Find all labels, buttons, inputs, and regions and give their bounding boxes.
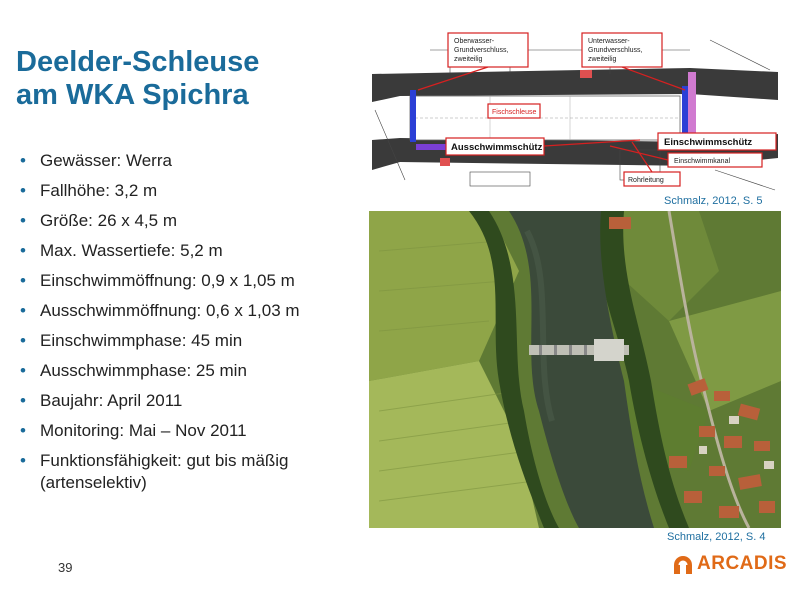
bullet-dot-icon: • xyxy=(20,151,26,170)
page-number: 39 xyxy=(58,560,73,575)
plan-caption: Schmalz, 2012, S. 5 xyxy=(664,195,763,207)
aerial-caption: Schmalz, 2012, S. 4 xyxy=(667,531,766,543)
label-einschwimm: Einschwimmschütz xyxy=(664,137,753,148)
svg-text:zweiteilig: zweiteilig xyxy=(454,56,483,63)
lock-plan-drawing xyxy=(370,30,780,192)
plan-inlet-channel xyxy=(688,72,696,140)
label-ausschwimm: Ausschwimmschütz xyxy=(451,142,543,153)
bullet-dot-icon: • xyxy=(20,361,26,380)
svg-text:Grundverschluss,: Grundverschluss, xyxy=(454,47,509,54)
bullet-item: • Größe: 26 x 4,5 m xyxy=(20,211,177,230)
bullet-item: • Einschwimmöffnung: 0,9 x 1,05 m xyxy=(20,271,295,290)
bullet-dot-icon: • xyxy=(20,421,26,440)
bullet-item: • Fallhöhe: 3,2 m xyxy=(20,181,158,200)
label-oberwasser-1: Oberwasser- xyxy=(454,38,495,45)
plan-gate-upstream xyxy=(410,90,416,142)
svg-text:Grundverschluss,: Grundverschluss, xyxy=(588,47,643,54)
bullet-item: • Gewässer: Werra xyxy=(20,151,172,170)
power-station xyxy=(594,339,624,361)
svg-text:zweiteilig: zweiteilig xyxy=(588,56,617,63)
bullet-dot-icon: • xyxy=(20,451,26,470)
slide-title xyxy=(16,46,346,112)
arcadis-logo-text: ARCADIS xyxy=(697,553,788,574)
bullet-list xyxy=(18,150,363,502)
bullet-item: • Funktionsfähigkeit: gut bis mäßig (artenselektiv) xyxy=(20,451,289,492)
bullet-dot-icon: • xyxy=(20,211,26,230)
arcadis-logo-icon xyxy=(674,556,692,574)
title-line-1: Deelder-Schleuse xyxy=(16,46,260,78)
aerial-photo xyxy=(369,211,781,528)
bullet-item: • Max. Wassertiefe: 5,2 m xyxy=(20,241,223,260)
bullet-item: • Baujahr: April 2011 xyxy=(20,391,183,410)
bullet-dot-icon: • xyxy=(20,391,26,410)
plan-gate-downstream xyxy=(682,86,688,140)
bullet-item: • Monitoring: Mai – Nov 2011 xyxy=(20,421,247,440)
bullet-item: • Ausschwimmöffnung: 0,6 x 1,03 m xyxy=(20,301,300,320)
bullet-dot-icon: • xyxy=(20,301,26,320)
label-einschwimmkanal: Einschwimmkanal xyxy=(674,158,731,165)
label-rohrleitung: Rohrleitung xyxy=(628,177,664,184)
bullet-item: • Ausschwimmphase: 25 min xyxy=(20,361,247,380)
label-unterwasser-1: Unterwasser- xyxy=(588,38,630,45)
bullet-dot-icon: • xyxy=(20,331,26,350)
bullet-dot-icon: • xyxy=(20,181,26,200)
bullet-item: • Einschwimmphase: 45 min xyxy=(20,331,243,350)
bullet-dot-icon: • xyxy=(20,241,26,260)
title-line-2: am WKA Spichra xyxy=(16,79,249,111)
bullet-dot-icon: • xyxy=(20,271,26,290)
label-fischschleuse: Fischschleuse xyxy=(492,109,537,116)
